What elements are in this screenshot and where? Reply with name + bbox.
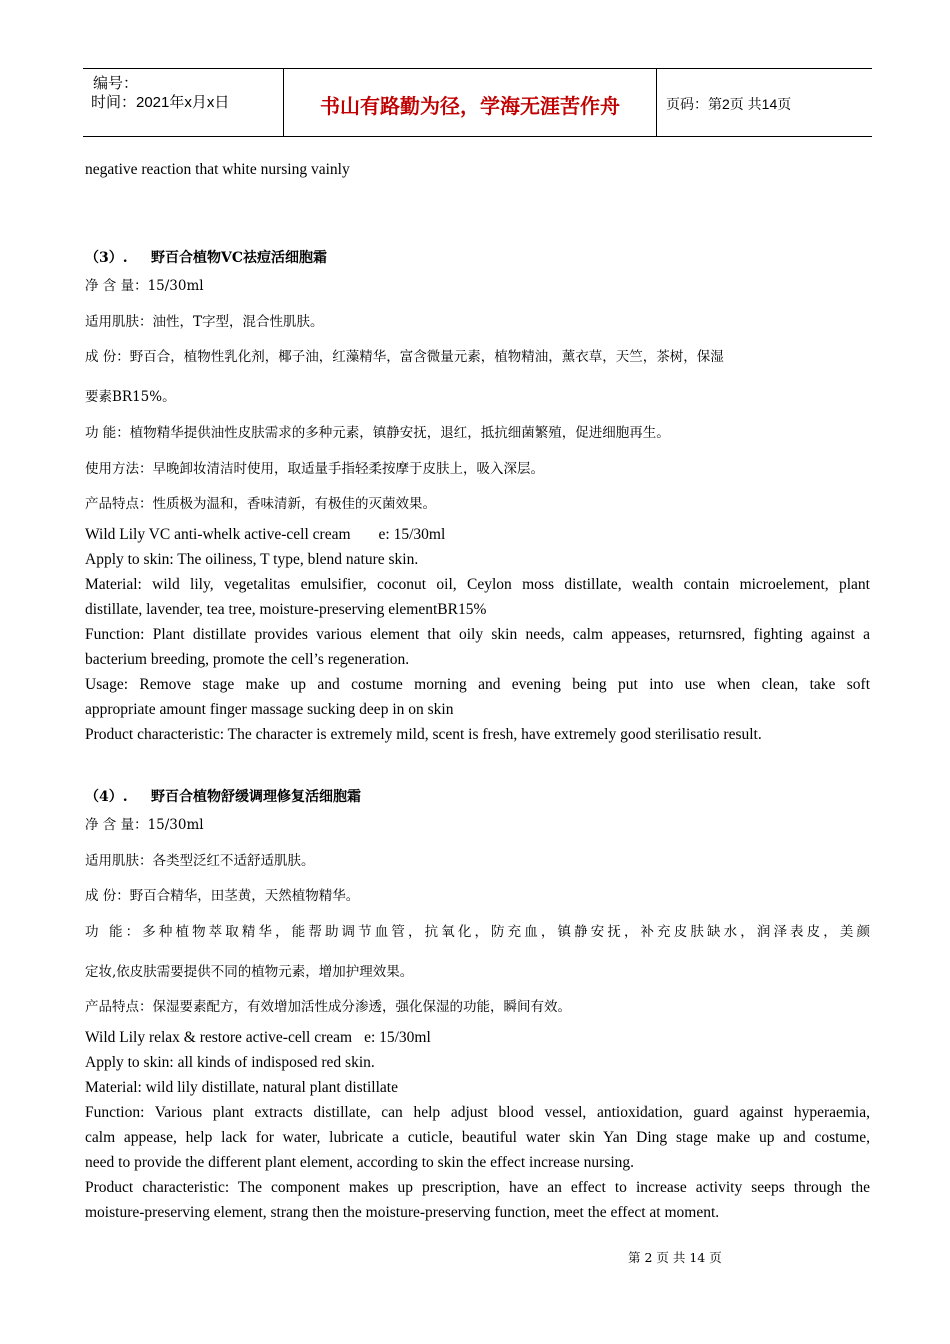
section4-en-title: Wild Lily relax & restore active-cell cream bbox=[85, 1029, 353, 1046]
section3-feature: 产品特点：性质极为温和，香味清新，有极佳的灭菌效果。 bbox=[85, 496, 436, 512]
section3-en-skin: Apply to skin: The oiliness, T type, blend nature skin. bbox=[85, 551, 419, 568]
section3-net: 净 含 量：15/30ml bbox=[85, 278, 204, 294]
section3-en-usage-2: appropriate amount finger massage sucking deep in on skin bbox=[85, 701, 454, 718]
section4-function-line1: 功 能：多种植物萃取精华，能帮助调节血管，抗氧化，防充血，镇静安抚，补充皮肤缺水，润泽表皮，美颜 bbox=[85, 924, 870, 940]
header-number-label: 编号： bbox=[93, 75, 139, 92]
section4-en-title-line bbox=[85, 1029, 870, 1047]
header-time: 时间：2021年x月x日 bbox=[91, 94, 230, 111]
section3-usage: 使用方法：早晚卸妆清洁时使用，取适量手指轻柔按摩于皮肤上，吸入深层。 bbox=[85, 461, 544, 477]
page-footer: 第 2 页 共 14 页 bbox=[628, 1250, 722, 1265]
section4-en-material: Material: wild lily distillate, natural plant distillate bbox=[85, 1079, 398, 1096]
section4-function-line2: 定妆,依皮肤需要提供不同的植物元素，增加护理效果。 bbox=[85, 964, 414, 980]
header-page-info: 页码：第2页 共14页 bbox=[666, 96, 792, 112]
section3-material-label: 成 份： bbox=[85, 349, 130, 365]
section3-material-line1: 野百合，植物性乳化剂，椰子油，红藻精华，富含微量元素，植物精油，薰衣草，天竺，茶树，保湿 bbox=[129, 349, 724, 365]
header-motto-cell bbox=[283, 69, 657, 136]
page-header bbox=[83, 68, 872, 137]
section3-title: 野百合植物VC祛痘活细胞霜 bbox=[151, 250, 328, 266]
header-meta bbox=[83, 69, 283, 136]
section4-en-feature-1: Product characteristic: The component makes up prescription, have an effect to increase activity seeps through the bbox=[85, 1179, 870, 1196]
section3-en-title-line bbox=[85, 526, 870, 544]
section3-skin: 适用肌肤：油性，T字型，混合性肌肤。 bbox=[85, 314, 324, 330]
section4-en-skin: Apply to skin: all kinds of indisposed red skin. bbox=[85, 1054, 375, 1071]
section4-net: 净 含 量：15/30ml bbox=[85, 817, 204, 833]
section4-number: （4）. bbox=[85, 789, 128, 805]
section3-en-material-1: Material: wild lily, vegetalitas emulsifier, coconut oil, Ceylon moss distillate, wealth contain microelement, plant bbox=[85, 576, 870, 593]
section4-en-net: e: 15/30ml bbox=[364, 1029, 431, 1046]
section3-en-net: e: 15/30ml bbox=[378, 526, 446, 543]
section4-en-function-2: calm appease, help lack for water, lubricate a cuticle, beautiful water skin Yan Ding stage make up and costume, bbox=[85, 1129, 870, 1146]
section3-material-line2: 要素BR15%。 bbox=[85, 389, 176, 405]
section3-number: （3）. bbox=[85, 250, 128, 266]
header-page-cell bbox=[656, 69, 872, 136]
section4-skin: 适用肌肤：各类型泛红不适舒适肌肤。 bbox=[85, 853, 315, 869]
section3-en-function-1: Function: Plant distillate provides various element that oily skin needs, calm appeases, returnsred, fighting against a bbox=[85, 626, 870, 643]
section4-feature: 产品特点：保湿要素配方，有效增加活性成分渗透，强化保湿的功能，瞬间有效。 bbox=[85, 999, 571, 1015]
section3-en-usage-1: Usage: Remove stage make up and costume morning and evening being put into use when clean, take soft bbox=[85, 676, 870, 693]
section3-en-function-2: bacterium breeding, promote the cell’s regeneration. bbox=[85, 651, 410, 668]
section3-material bbox=[85, 345, 870, 365]
section4-en-feature-2: moisture-preserving element, strang then the moisture-preserving function, meet the effect at moment. bbox=[85, 1204, 720, 1221]
section3-heading bbox=[85, 247, 870, 267]
section4-en-function-3: need to provide the different plant element, according to skin the effect increase nursing. bbox=[85, 1154, 635, 1171]
section3-en-feature: Product characteristic: The character is extremely mild, scent is fresh, have extremely good sterilisatio result. bbox=[85, 726, 762, 743]
section3-en-title: Wild Lily VC anti-whelk active-cell cream bbox=[85, 526, 351, 543]
section3-function: 功 能：植物精华提供油性皮肤需求的多种元素，镇静安抚，退红，抵抗细菌繁殖，促进细胞再生。 bbox=[85, 425, 670, 441]
section4-en-function-1: Function: Various plant extracts distillate, can help adjust blood vessel, antioxidation, guard against hyperaemia, bbox=[85, 1104, 870, 1121]
section4-material: 成 份：野百合精华，田茎黄，天然植物精华。 bbox=[85, 888, 360, 904]
header-motto: 书山有路勤为径，学海无涯苦作舟 bbox=[320, 94, 620, 118]
section4-heading bbox=[85, 786, 870, 806]
section3-en-material-2: distillate, lavender, tea tree, moisture-preserving elementBR15% bbox=[85, 601, 487, 618]
section4-title: 野百合植物舒缓调理修复活细胞霜 bbox=[151, 789, 361, 805]
intro-line: negative reaction that white nursing vainly bbox=[85, 161, 350, 178]
